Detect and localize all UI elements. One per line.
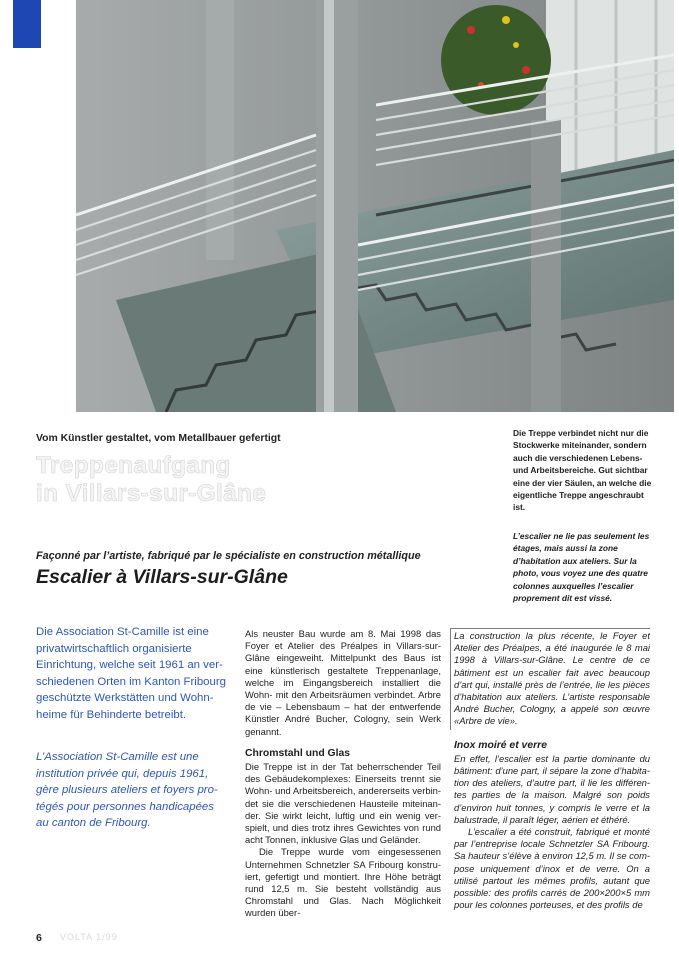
body-german-paragraph-3: Die Treppe wurde vom eingesessenen Unternehmen Schnetzler SA Fribourg konstruiert, gefertigt und montiert. Ihre Höhe beträgt rund 12,5 m. Sie besteht vollständig aus Chromstahl und Glas. Nach Möglichkeit wurden über- — [245, 846, 441, 919]
title-german — [36, 452, 266, 508]
title-french: Escalier à Villars-sur-Glâne — [36, 566, 288, 588]
subheading-french: Inox moiré et verre — [454, 739, 547, 751]
body-french-paragraph-2: En effet, l’escalier est la partie dominante du bâtiment: d’une part, il sépare la zone d’habitation des ateliers, d’autre part, il lie les différentes parties de la maison. Malgré son poids d’environ huit tonnes, y compris le verre et la balustrade, il paraît léger, aérien et éthéré. — [454, 752, 650, 825]
kicker-french: Façonné par l’artiste, fabriqué par le spécialiste en construction métallique — [36, 550, 421, 562]
footer-mark: VOLTA 1/99 — [60, 932, 118, 942]
photo-caption-french: L’escalier ne lie pas seulement les étages, mais aussi la zone d’habitation aux ateliers. Sur la photo, vous voyez une des quatre colonnes auxquelles l’escalier proprement dit est vissé. — [513, 531, 650, 604]
intro-french: L’Association St-Camille est une institution privée qui, depuis 1961, gère plusieurs ateliers et foyers protégés pour personnes handicapées au canton de Fribourg. — [36, 751, 218, 830]
staircase-photo — [76, 0, 674, 412]
intro-german: Die Association St-Camille ist eine privatwirtschaftlich organisierte Einrichtung, welche seit 1961 an verschiedenen Orten im Kanton Fribourg geschützte Werkstätten und Wohnheime für Behinderte betreibt. — [36, 626, 226, 721]
body-german-paragraph-2: Die Treppe ist in der Tat beherrschender Teil des Gebäudekomplexes: Einerseits trennt sie Wohn- und Arbeitsbereich, andererseits verbindet sie die verschiedenen Hausteile miteinander. Sie wirkt leicht, luftig und ein wenig verspielt, und dies trotz ihres Gewichtes von rund acht Tonnen, inklusive Glas und Geländer. — [245, 761, 441, 846]
body-german-paragraph-1: Als neuster Bau wurde am 8. Mai 1998 das Foyer et Atelier des Préalpes in Villars-sur-Glâne eingeweiht. Mittelpunkt des Baus ist eine künstlerisch gestaltete Treppenanlage, welche im Eingangsbereich installiert die Wohn- mit den Arbeitsräumen verbindet. Arbre de vie – Lebensbaum – hat der entwerfende Künstler André Bucher, Cologny, sein Werk genannt. — [245, 628, 441, 737]
page-number: 6 — [36, 932, 42, 944]
kicker-german: Vom Künstler gestaltet, vom Metallbauer gefertigt — [36, 433, 281, 444]
staircase-illustration — [76, 0, 674, 412]
body-french-paragraph-1: La construction la plus récente, le Foyer et Atelier des Préalpes, a été inaugurée le 8 mai 1998 à Villars-sur-Glâne. Le centre de ce bâtiment est un escalier fait avec beaucoup d’art qui, installé près de l’entrée, lie les pièces d’habitation aux ateliers. L’artiste responsable André Bucher, Cologny, a appelé son œuvre «Arbre de vie». — [450, 628, 650, 730]
subheading-german: Chromstahl und Glas — [245, 747, 351, 759]
body-french-paragraph-3: L’escalier a été construit, fabriqué et monté par l’entreprise locale Schnetzler SA Fribourg. Sa hauteur s’élève à environ 12,5 m. Il se compose uniquement d’inox et de verre. On a utilisé partout les mêmes profils, autant que possible: des profils carrés de 200×200×5 mm pour les colonnes porteuses, et des profils de — [454, 826, 650, 911]
photo-caption-german: Die Treppe verbindet nicht nur die Stockwerke miteinander, sondern auch die verschiedenen Lebens- und Arbeitsbereiche. Gut sichtbar eine der vier Säulen, an welche die eigentliche Treppe angeschraubt ist. — [513, 428, 652, 513]
title-german-line-2: in Villars-sur-Glâne — [36, 480, 267, 507]
body-column-german — [245, 628, 441, 920]
corner-color-tab — [13, 0, 41, 48]
body-column-french — [454, 628, 650, 911]
title-german-line-1: Treppenaufgang — [36, 452, 231, 479]
